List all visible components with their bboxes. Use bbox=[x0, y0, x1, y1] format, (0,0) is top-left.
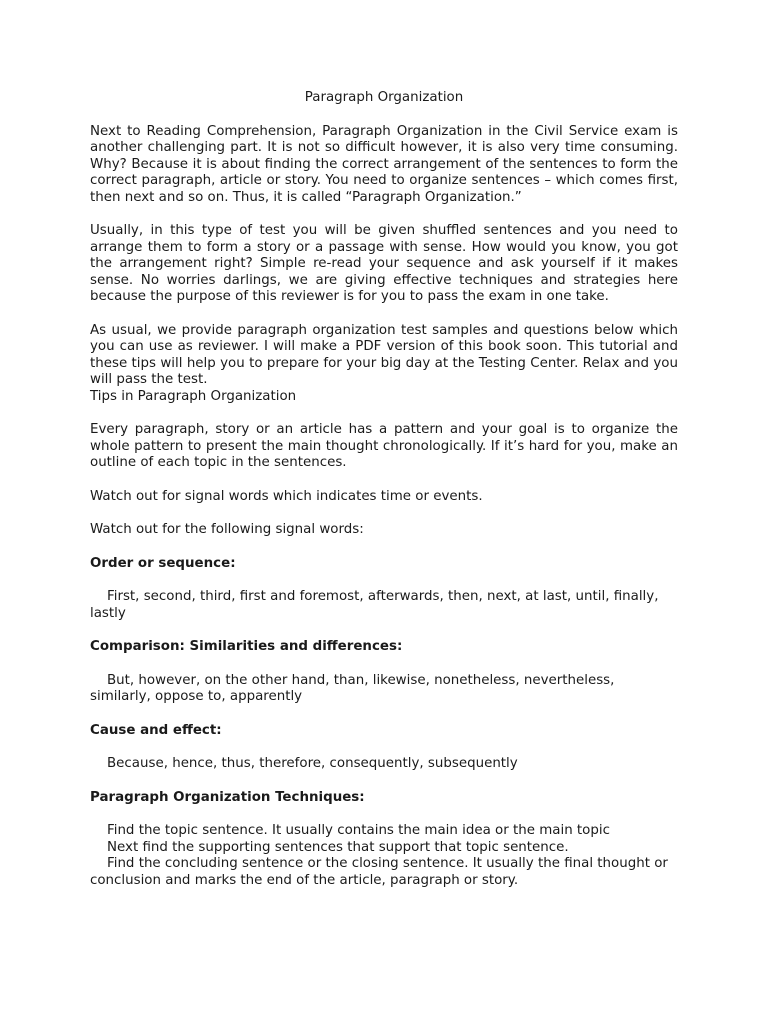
techniques-heading: Paragraph Organization Techniques: bbox=[90, 789, 365, 805]
technique-item-1: Find the topic sentence. It usually contains the main idea or the main topic bbox=[107, 823, 610, 838]
technique-item-2: Next find the supporting sentences that support that topic sentence. bbox=[107, 839, 569, 855]
intro-paragraph-3: As usual, we provide paragraph organization test samples and questions below which you can use as reviewer. I will make a PDF version of this book soon. This tutorial and these tips will help you to prepare for your big day at the Testing Center. Relax and you will pass the test. bbox=[90, 322, 678, 387]
cause-words: Because, hence, thus, therefore, consequently, subsequently bbox=[107, 756, 518, 771]
cause-heading: Cause and effect: bbox=[90, 722, 222, 738]
tips-label: Tips in Paragraph Organization bbox=[90, 388, 297, 404]
intro-paragraph-2: Usually, in this type of test you will be given shuffled sentences and you need to arrange them to form a story or a passage with sense. How would you know, you got the arrangement right? Simple re-read your sequence and ask yourself if it makes sense. No worries darlings, we are giving effective techniques and strategies here because the purpose of this reviewer is for you to pass the exam in one take. bbox=[90, 223, 678, 304]
comparison-heading: Comparison: Similarities and differences: bbox=[90, 639, 403, 654]
intro-paragraph-1: Next to Reading Comprehension, Paragraph Organization in the Civil Service exam is another challenging part. It is not so difficult however, it is also very time consuming. Why? Because it is about finding the correct arrangement of the sentences to form the correct paragraph, article or story. You need to organize sentences – which comes first, then next and so on. Thus, it is called “Paragraph Organization.” bbox=[90, 123, 678, 205]
signal-paragraph-2: Watch out for the following signal words: bbox=[90, 522, 364, 537]
order-heading: Order or sequence: bbox=[90, 555, 236, 571]
comparison-words: But, however, on the other hand, than, likewise, nonetheless, nevertheless, similarly, oppose to, apparently bbox=[90, 672, 615, 704]
document-page bbox=[90, 90, 678, 889]
technique-item-3: Find the concluding sentence or the closing sentence. It usually the final thought or conclusion and marks the end of the article, paragraph or story. bbox=[90, 856, 668, 888]
document-title: Paragraph Organization bbox=[304, 90, 464, 105]
pattern-paragraph: Every paragraph, story or an article has a pattern and your goal is to organize the whole pattern to present the main thought chronologically. If it’s hard for you, make an outline of each topic in the sentences. bbox=[90, 422, 678, 470]
order-words: First, second, third, first and foremost, afterwards, then, next, at last, until, finally, lastly bbox=[90, 589, 659, 621]
signal-paragraph-1: Watch out for signal words which indicates time or events. bbox=[90, 488, 483, 504]
